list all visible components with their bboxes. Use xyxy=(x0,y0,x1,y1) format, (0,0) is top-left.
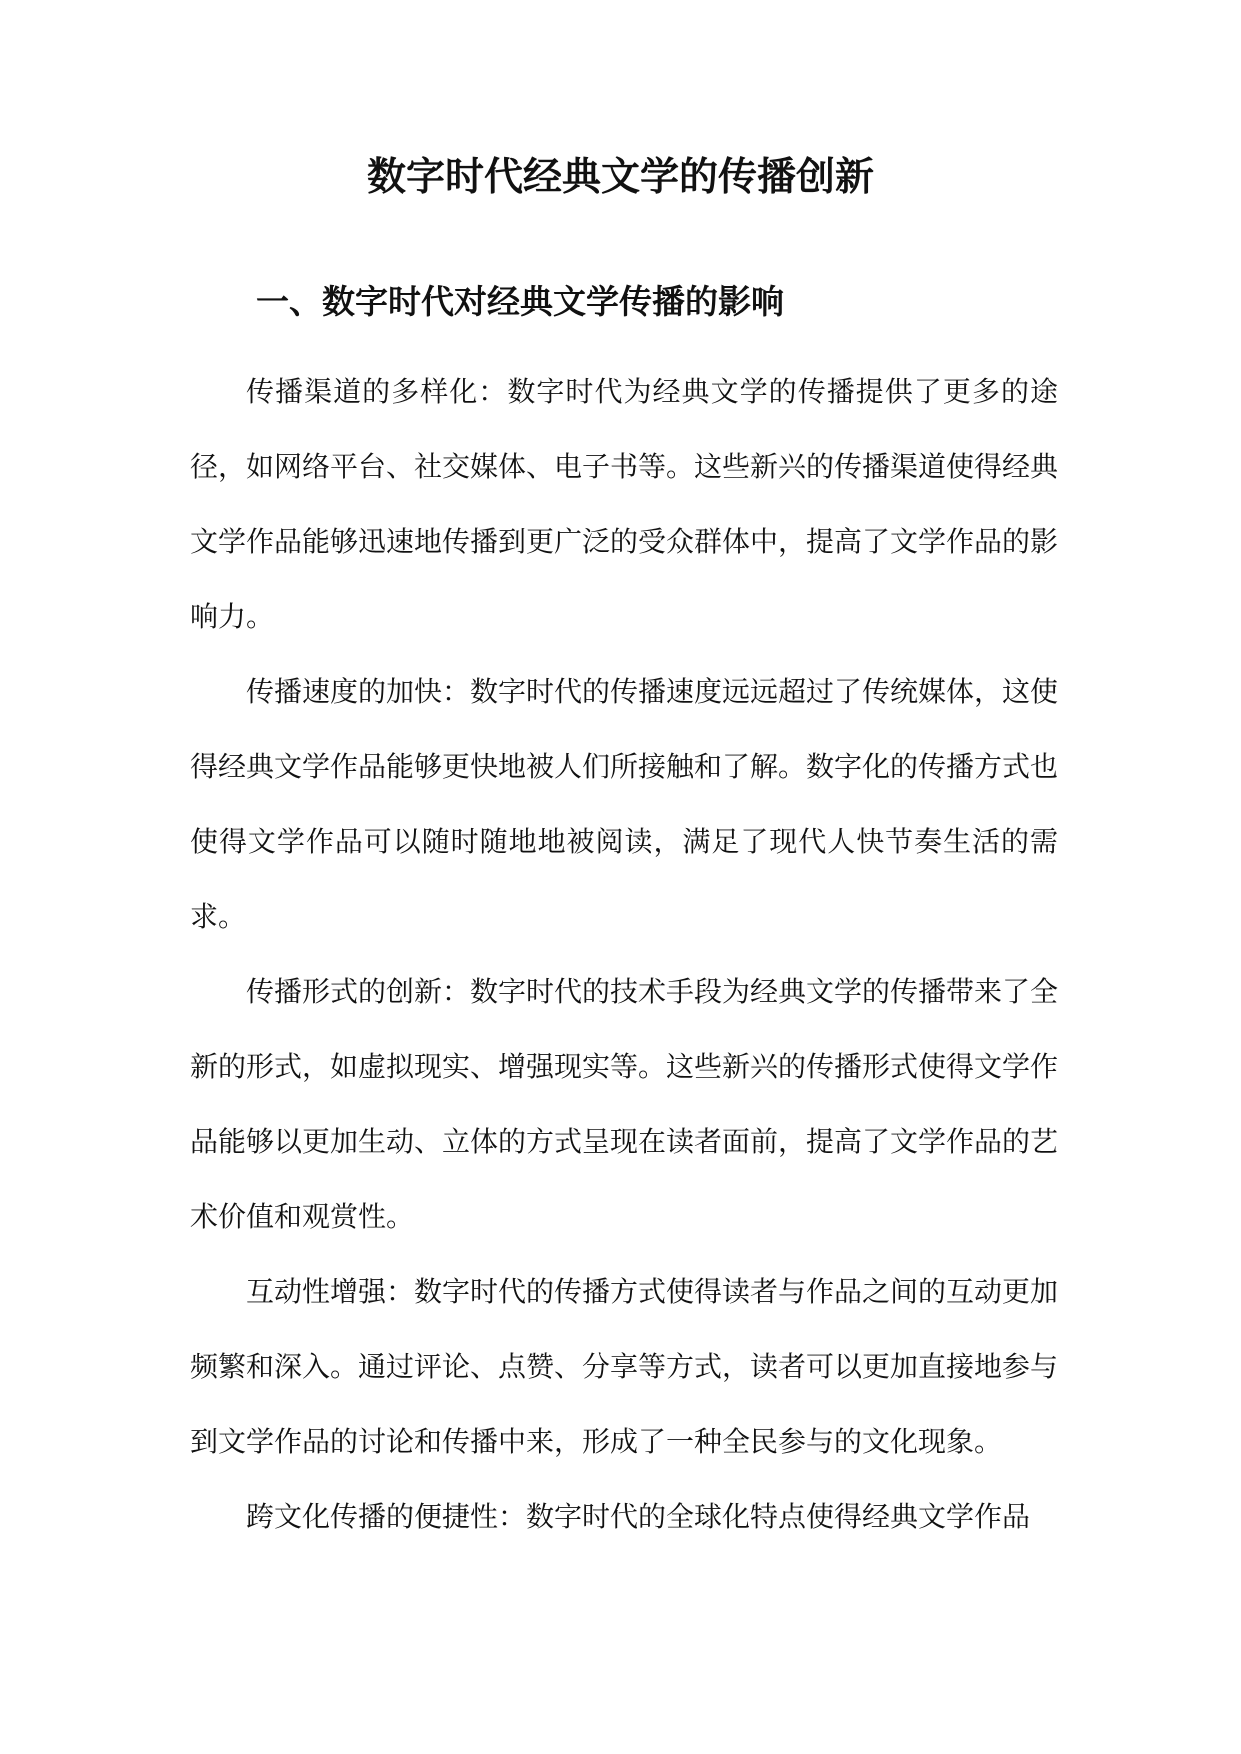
body-text xyxy=(190,354,1058,1554)
paragraph-enhanced-interaction: 互动性增强：数字时代的传播方式使得读者与作品之间的互动更加频繁和深入。通过评论、点赞、分享等方式，读者可以更加直接地参与到文学作品的讨论和传播中来，形成了一种全民参与的文化现象。 xyxy=(190,1275,1059,1458)
paragraph-innovative-forms: 传播形式的创新：数字时代的技术手段为经典文学的传播带来了全新的形式，如虚拟现实、增强现实等。这些新兴的传播形式使得文学作品能够以更加生动、立体的方式呈现在读者面前，提高了文学作品的艺术价值和观赏性。 xyxy=(190,975,1059,1233)
section-heading: 一、数字时代对经典文学传播的影响 xyxy=(256,282,784,321)
document-title: 数字时代经典文学的传播创新 xyxy=(366,155,874,200)
paragraph-cross-cultural: 跨文化传播的便捷性：数字时代的全球化特点使得经典文学作品 xyxy=(246,1500,1031,1533)
paragraph-diversified-channels: 传播渠道的多样化：数字时代为经典文学的传播提供了更多的途径，如网络平台、社交媒体、电子书等。这些新兴的传播渠道使得经典文学作品能够迅速地传播到更广泛的受众群体中，提高了文学作品的影响力。 xyxy=(190,375,1059,633)
paragraph-faster-speed: 传播速度的加快：数字时代的传播速度远远超过了传统媒体，这使得经典文学作品能够更快地被人们所接触和了解。数字化的传播方式也使得文学作品可以随时随地地被阅读，满足了现代人快节奏生活的需求。 xyxy=(190,675,1059,933)
